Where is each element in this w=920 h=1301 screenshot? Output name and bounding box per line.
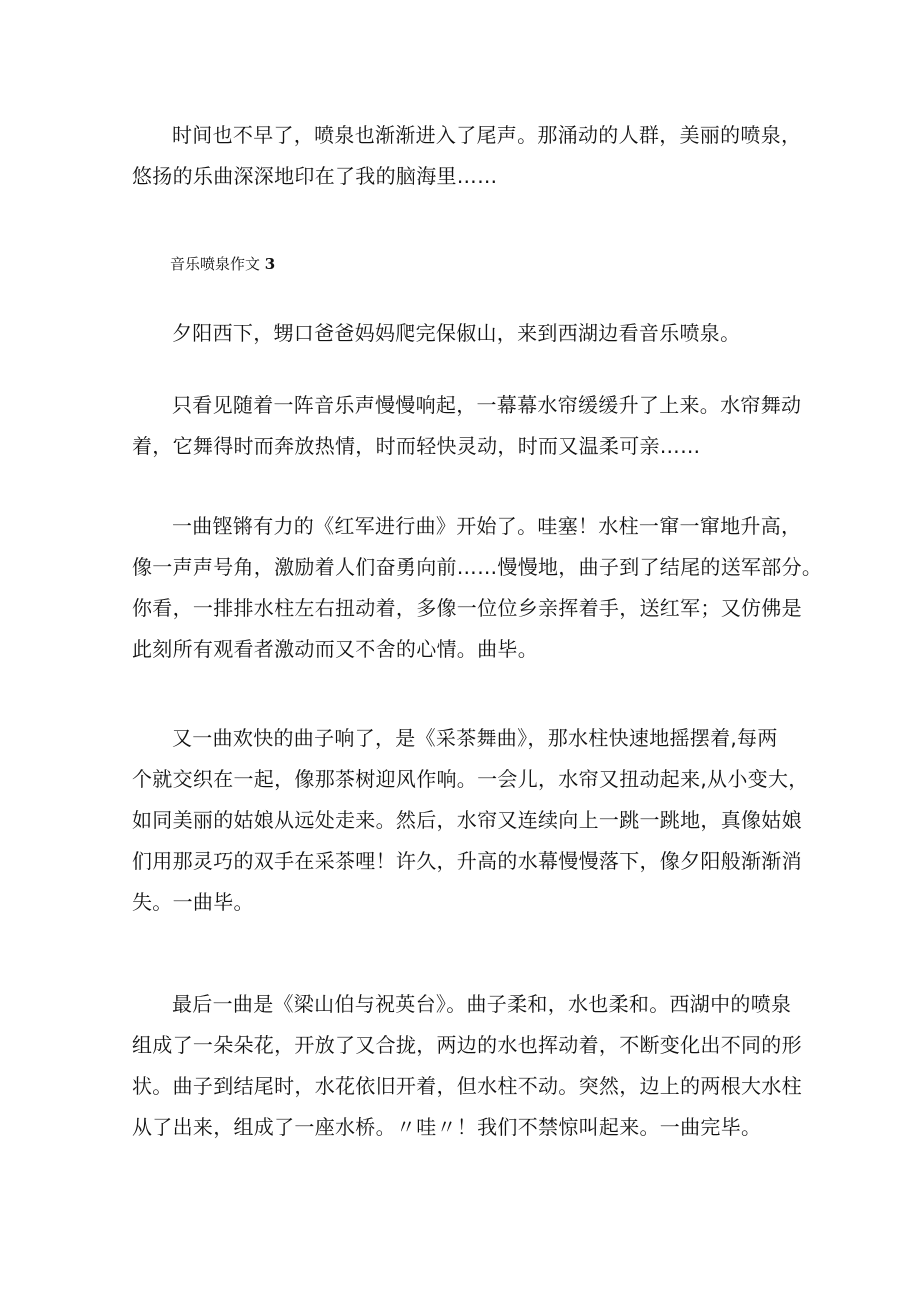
- text-line: 状。曲子到结尾时，水花依旧开着，但水柱不动。突然，边上的两根大水柱: [132, 1074, 802, 1098]
- text-line: 个就交织在一起，像那茶树迎风作响。一会儿，水帘又扭动起来,从小变大，: [132, 767, 809, 791]
- paragraph-tea-dance: [132, 718, 812, 923]
- text-line: 从了出来，组成了一座水桥。〃哇〃！我们不禁惊叫起来。一曲完毕。: [132, 1115, 762, 1139]
- text-line: 你看，一排排水柱左右扭动着，多像一位位乡亲挥着手，送红军；又仿佛是: [132, 596, 802, 620]
- text-line: 最后一曲是《梁山伯与祝英台》。曲子柔和，水也柔和。西湖中的喷泉: [172, 992, 792, 1016]
- text-line: 时间也不早了，喷泉也渐渐进入了尾声。那涌动的人群，美丽的喷泉，: [172, 123, 802, 147]
- text-line: 一曲铿锵有力的《红军进行曲》开始了。哇塞！水柱一窜一窜地升高，: [172, 514, 802, 538]
- text-line: 如同美丽的姑娘从远处走来。然后，水帘又连续向上一跳一跳地，真像姑娘: [132, 808, 802, 832]
- text-line: 此刻所有观看者激动而又不舍的心情。曲毕。: [132, 637, 538, 661]
- section-heading: [170, 252, 275, 276]
- text-line: 悠扬的乐曲深深地印在了我的脑海里……: [132, 164, 498, 188]
- text-line: 组成了一朵朵花，开放了又合拢，两边的水也挥动着，不断变化出不同的形: [132, 1033, 802, 1057]
- text-line: 只看见随着一阵音乐声慢慢响起，一幕幕水帘缓缓升了上来。水帘舞动: [172, 393, 802, 417]
- paragraph-ending: [132, 115, 812, 197]
- text-line: 夕阳西下，甥口爸爸妈妈爬完保俶山，来到西湖边看音乐喷泉。: [172, 321, 741, 345]
- paragraph-curtain: [132, 385, 812, 467]
- paragraph-butterfly-lovers: [132, 984, 812, 1148]
- text-line: 着，它舞得时而奔放热情，时而轻快灵动，时而又温柔可亲……: [132, 434, 701, 458]
- text-line: 失。一曲毕。: [132, 890, 254, 914]
- heading-text: 音乐喷泉作文: [170, 255, 261, 273]
- text-line: 们用那灵巧的双手在采茶哩！许久，升高的水幕慢慢落下，像夕阳般渐渐消: [132, 849, 802, 873]
- heading-number: 3: [264, 255, 276, 273]
- text-line: 又一曲欢快的曲子响了，是《采茶舞曲》，那水柱快速地摇摆着,每两: [172, 726, 778, 750]
- paragraph-intro: [132, 313, 812, 354]
- text-line: 像一声声号角，激励着人们奋勇向前……慢慢地，曲子到了结尾的送军部分。: [132, 555, 823, 579]
- paragraph-red-army: [132, 506, 823, 670]
